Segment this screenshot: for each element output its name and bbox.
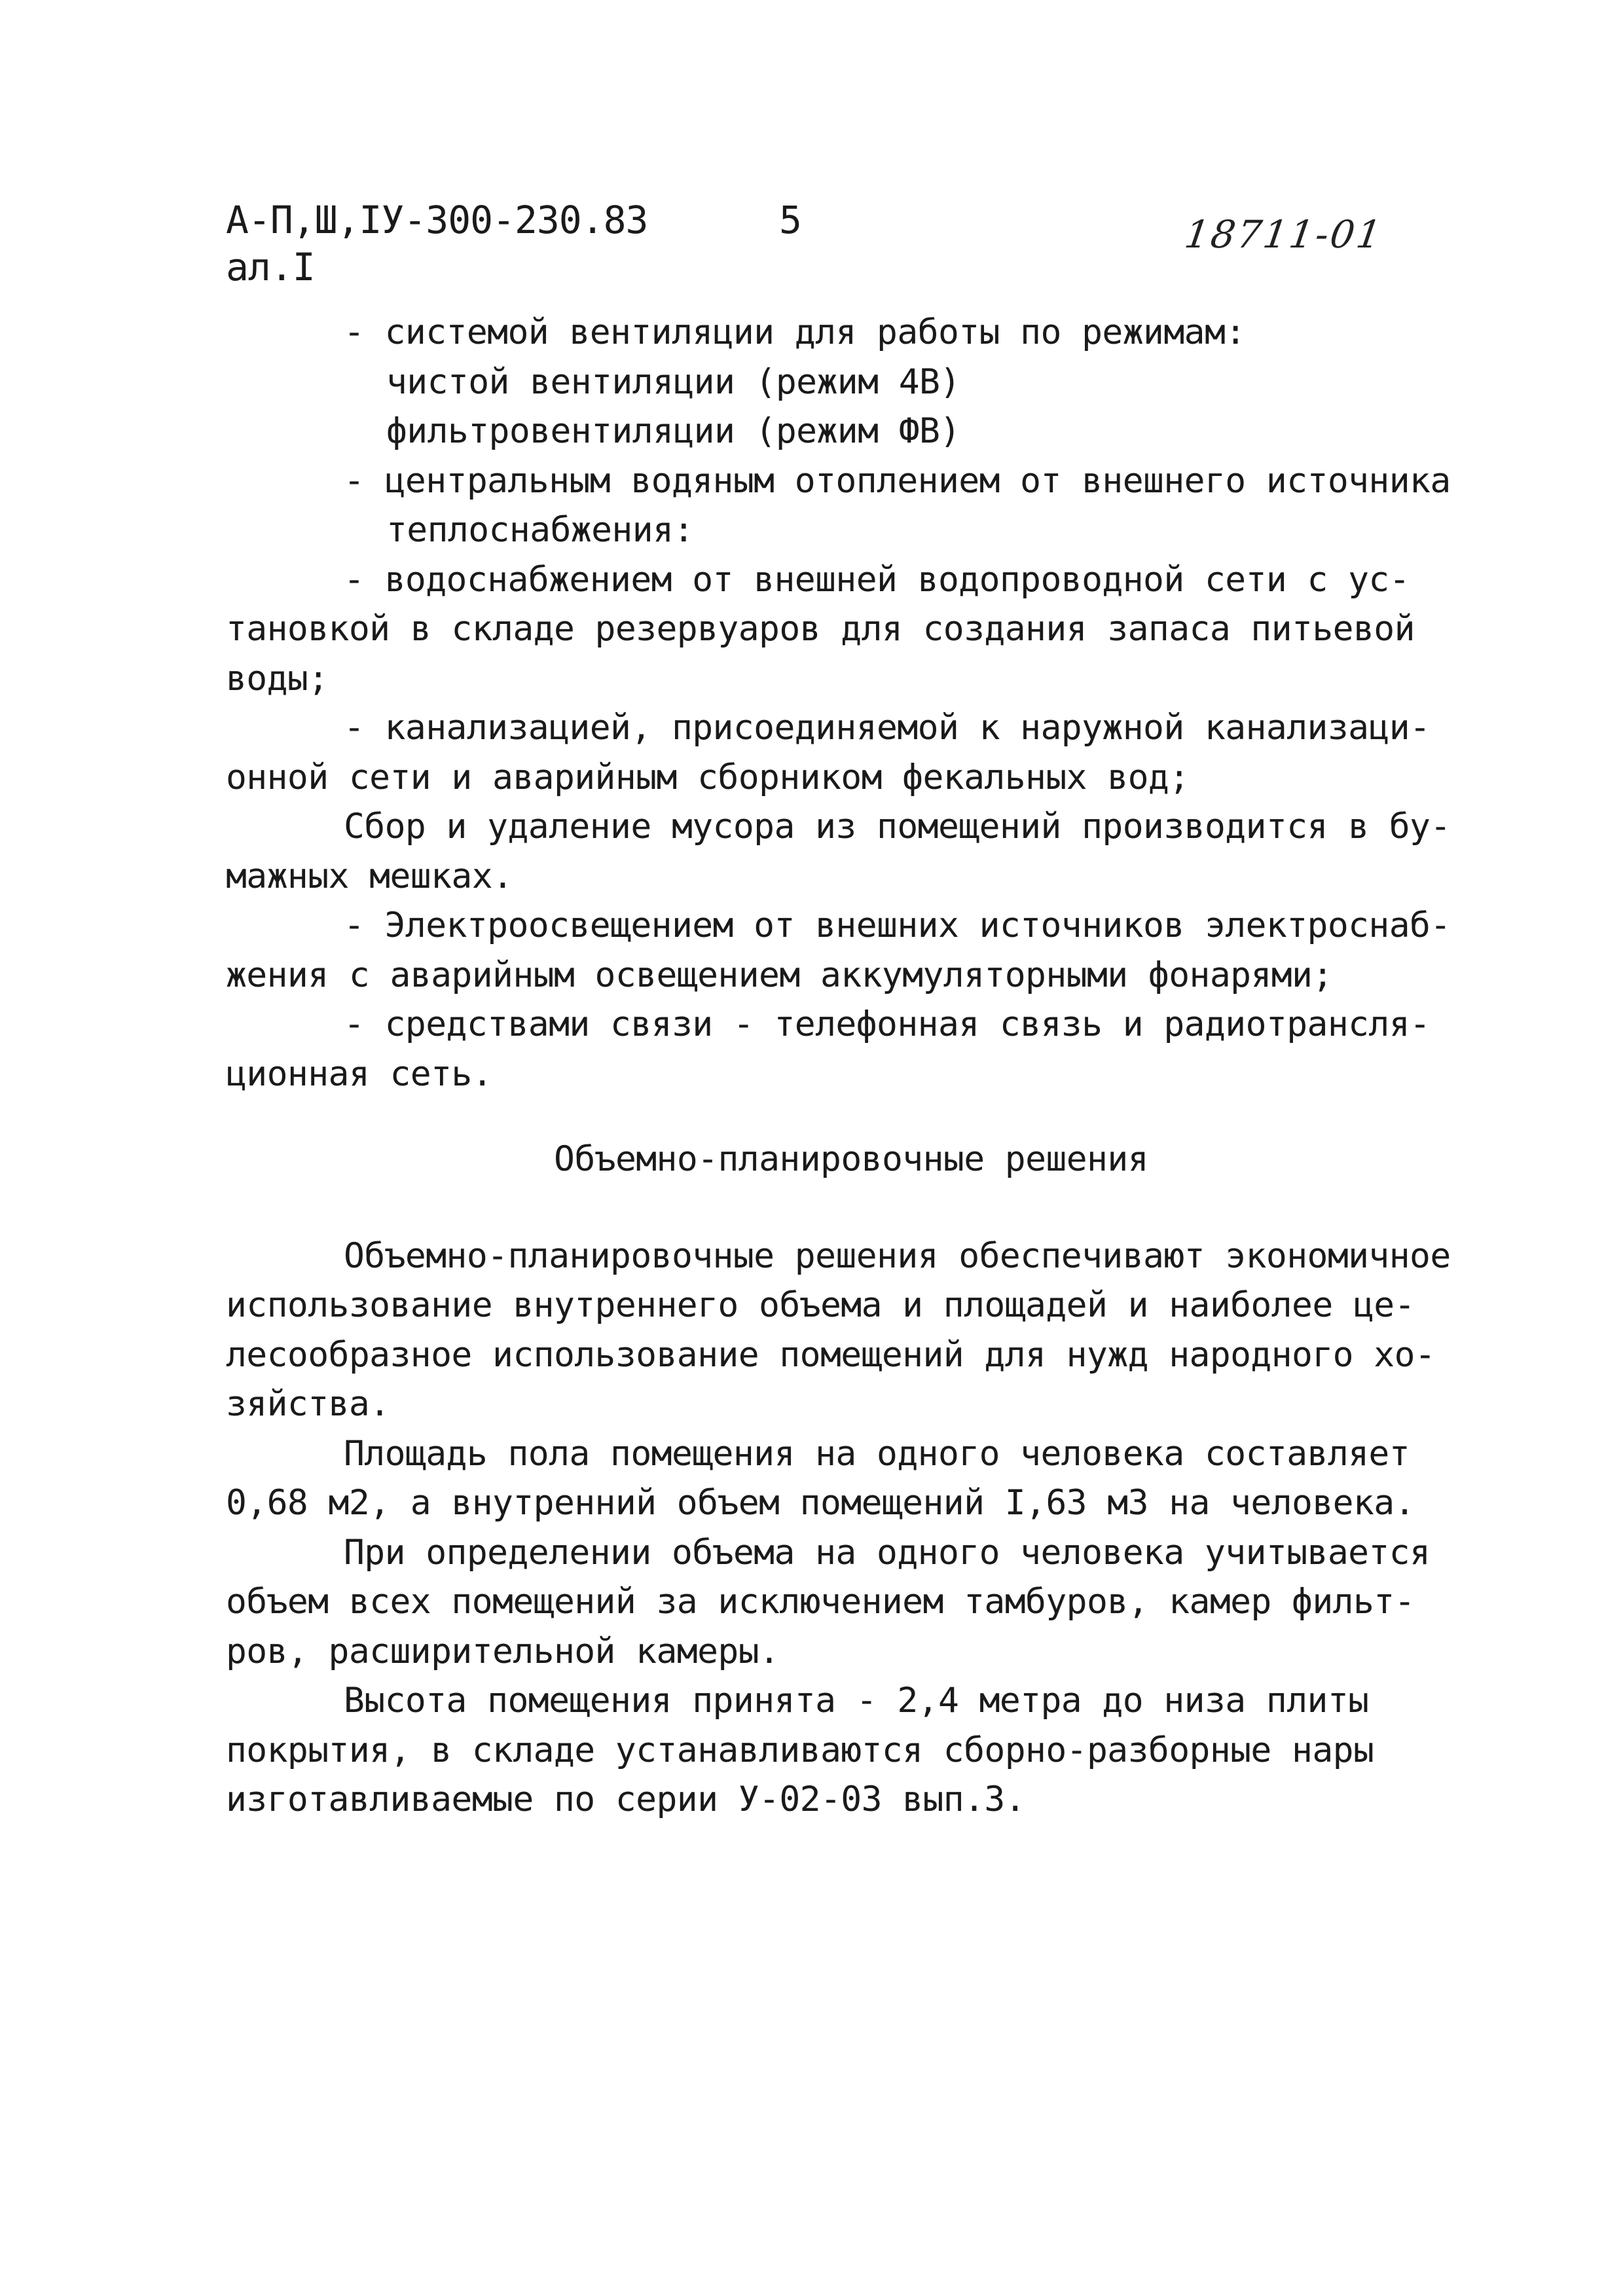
text-line: использование внутреннего объема и площадей и наиболее це-: [226, 1285, 1415, 1325]
text-line: онной сети и аварийным сборником фекальных вод;: [226, 757, 1190, 797]
text-line: - водоснабжением от внешней водопроводной сети с ус-: [344, 559, 1410, 600]
text-line: воды;: [226, 658, 329, 699]
text-line: ционная сеть.: [226, 1053, 493, 1094]
document-code: А-П,Ш,IУ-300-230.83: [226, 198, 648, 242]
text-line: тановкой в складе резервуаров для создания запаса питьевой: [226, 609, 1415, 649]
text-line: - средствами связи - телефонная связь и радиотрансля-: [344, 1004, 1431, 1044]
section-heading: Объемно-планировочные решения: [554, 1139, 1148, 1179]
text-line: - канализацией, присоединяемой к наружной канализаци-: [344, 708, 1431, 748]
text-line: - системой вентиляции для работы по режимам:: [344, 312, 1246, 352]
text-line: теплоснабжения:: [386, 510, 694, 550]
text-line: мажных мешках.: [226, 856, 513, 896]
text-line: Сбор и удаление мусора из помещений производится в бу-: [344, 807, 1451, 847]
text-line: Площадь пола помещения на одного человека составляет: [344, 1433, 1410, 1474]
text-line: - центральным водяным отоплением от внешнего источника: [344, 460, 1451, 501]
text-line: покрытия, в складе устанавливаются сборно-разборные нары: [226, 1730, 1374, 1770]
text-line: 0,68 м2, а внутренний объем помещений I,63 м3 на человека.: [226, 1483, 1415, 1523]
text-line: изготавливаемые по серии У-02-03 вып.3.: [226, 1779, 1026, 1819]
text-line: лесообразное использование помещений для нужд народного хо-: [226, 1334, 1436, 1375]
sheet-label: ал.I: [226, 245, 315, 289]
text-line: фильтровентиляции (режим ФВ): [386, 411, 960, 451]
text-line: Объемно-планировочные решения обеспечивают экономичное: [344, 1235, 1451, 1276]
inventory-number-handwritten: 18711-01: [1182, 212, 1386, 257]
text-line: чистой вентиляции (режим 4В): [386, 361, 960, 402]
text-line: - Электроосвещением от внешних источников электроснаб-: [344, 905, 1451, 945]
text-line: ров, расширительной камеры.: [226, 1631, 780, 1671]
text-line: Высота помещения принята - 2,4 метра до низа плиты: [344, 1681, 1369, 1721]
page-number: 5: [779, 198, 801, 242]
text-line: объем всех помещений за исключением тамбуров, камер фильт-: [226, 1582, 1415, 1622]
document-body: [226, 308, 1451, 1825]
text-line: жения с аварийным освещением аккумуляторными фонарями;: [226, 955, 1333, 995]
text-line: При определении объема на одного человека учитывается: [344, 1532, 1431, 1573]
text-line: зяйства.: [226, 1384, 390, 1424]
